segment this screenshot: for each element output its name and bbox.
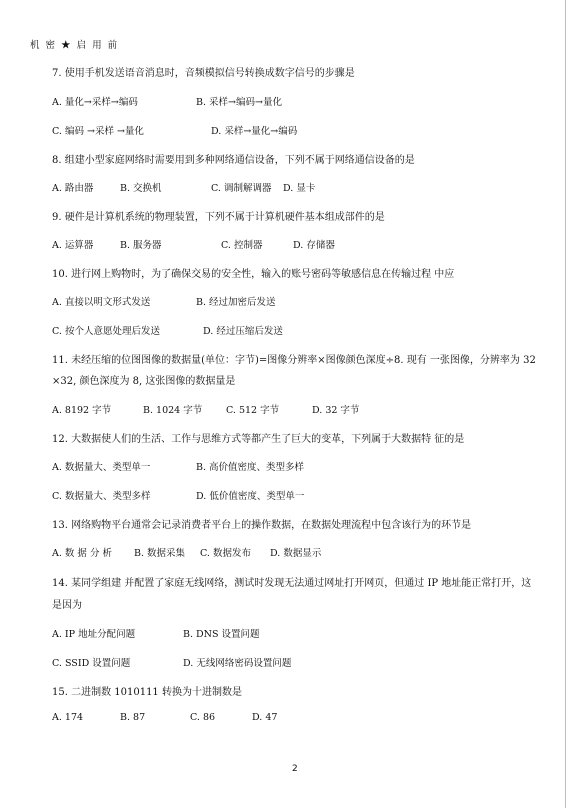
question-9-option-b: B. 服务器 xyxy=(120,240,162,251)
question-14-option-c: C. SSID 设置问题 xyxy=(52,658,131,669)
question-15-option-b: B. 87 xyxy=(120,712,146,723)
question-14-stem-continued: 是因为 xyxy=(52,600,82,611)
question-14-option-a: A. IP 地址分配问题 xyxy=(52,629,136,640)
question-14-stem: 14. 某同学组建 并配置了家庭无线网络，测试时发现无法通过网址打开网页，但通过 IP 地址能正常打开，这 xyxy=(52,578,532,589)
question-8-option-a: A. 路由器 xyxy=(52,183,94,194)
question-15-option-d: D. 47 xyxy=(252,712,278,723)
question-12-option-d: D. 低价值密度、类型单一 xyxy=(196,491,305,502)
question-9-option-a: A. 运算器 xyxy=(52,240,94,251)
page-number: 2 xyxy=(292,764,298,774)
question-8-option-b: B. 交换机 xyxy=(120,183,162,194)
question-14-option-b: B. DNS 设置问题 xyxy=(183,629,260,640)
question-9-option-d: D. 存储器 xyxy=(293,240,335,251)
question-7-option-b: B. 采样→编码→量化 xyxy=(196,97,282,108)
question-8-option-c: C. 调制解调器 xyxy=(211,183,272,194)
question-13-option-c: C. 数据发布 xyxy=(200,548,251,559)
question-12-stem: 12. 大数据使人们的生活、工作与思维方式等都产生了巨大的变革，下列属于大数据特 征的是 xyxy=(52,434,465,445)
question-11-option-b: B. 1024 字节 xyxy=(143,405,203,416)
question-12-option-a: A. 数据量大、类型单一 xyxy=(52,462,151,473)
question-9-option-c: C. 控制器 xyxy=(221,240,263,251)
question-10-option-a: A. 直接以明文形式发送 xyxy=(52,297,151,308)
question-7-option-a: A. 量化→采样→编码 xyxy=(52,97,138,108)
question-14-option-d: D. 无线网络密码设置问题 xyxy=(183,658,292,669)
question-10-option-d: D. 经过压缩后发送 xyxy=(203,326,283,337)
question-7-stem: 7. 使用手机发送语音消息时，音频模拟信号转换成数字信号的步骤是 xyxy=(52,68,355,79)
question-11-stem: 11. 未经压缩的位图图像的数据量(单位：字节)=图像分辨率×图像颜色深度÷8. 现有 一张图像，分辨率为 32 xyxy=(52,355,536,366)
question-15-option-a: A. 174 xyxy=(52,712,84,723)
question-13-option-d: D. 数据显示 xyxy=(270,548,322,559)
question-8-option-d: D. 显卡 xyxy=(283,183,316,194)
question-13-option-b: B. 数据采集 xyxy=(134,548,186,559)
question-13-stem: 13. 网络购物平台通常会记录消费者平台上的操作数据，在数据处理流程中包含该行为的环节是 xyxy=(52,520,472,531)
question-10-option-c: C. 按个人意愿处理后发送 xyxy=(52,326,160,337)
question-12-option-b: B. 高价值密度、类型多样 xyxy=(196,462,305,473)
question-7-option-c: C. 编码 →采样 →量化 xyxy=(52,126,144,137)
right-margin-rule xyxy=(565,0,566,808)
question-11-option-c: C. 512 字节 xyxy=(226,405,280,416)
question-10-option-b: B. 经过加密后发送 xyxy=(196,297,276,308)
question-13-option-a: A. 数 据 分 析 xyxy=(52,548,112,559)
question-11-option-a: A. 8192 字节 xyxy=(52,405,112,416)
question-10-stem: 10. 进行网上购物时，为了确保交易的安全性，输入的账号密码等敏感信息在传输过程 中应 xyxy=(52,269,455,280)
question-11-stem-continued: ×32, 颜色深度为 8, 这张图像的数据量是 xyxy=(52,376,236,387)
question-7-option-d: D. 采样→量化→编码 xyxy=(211,126,298,137)
question-9-stem: 9. 硬件是计算机系统的物理装置，下列不属于计算机硬件基本组成部件的是 xyxy=(52,212,385,223)
question-15-option-c: C. 86 xyxy=(190,712,216,723)
question-15-stem: 15. 二进制数 1010111 转换为十进制数是 xyxy=(52,687,242,698)
question-11-option-d: D. 32 字节 xyxy=(312,405,360,416)
question-12-option-c: C. 数据量大、类型多样 xyxy=(52,491,151,502)
confidentiality-header: 机 密 ★ 启 用 前 xyxy=(30,40,119,51)
question-8-stem: 8. 组建小型家庭网络时需要用到多种网络通信设备，下列不属于网络通信设备的是 xyxy=(52,155,415,166)
